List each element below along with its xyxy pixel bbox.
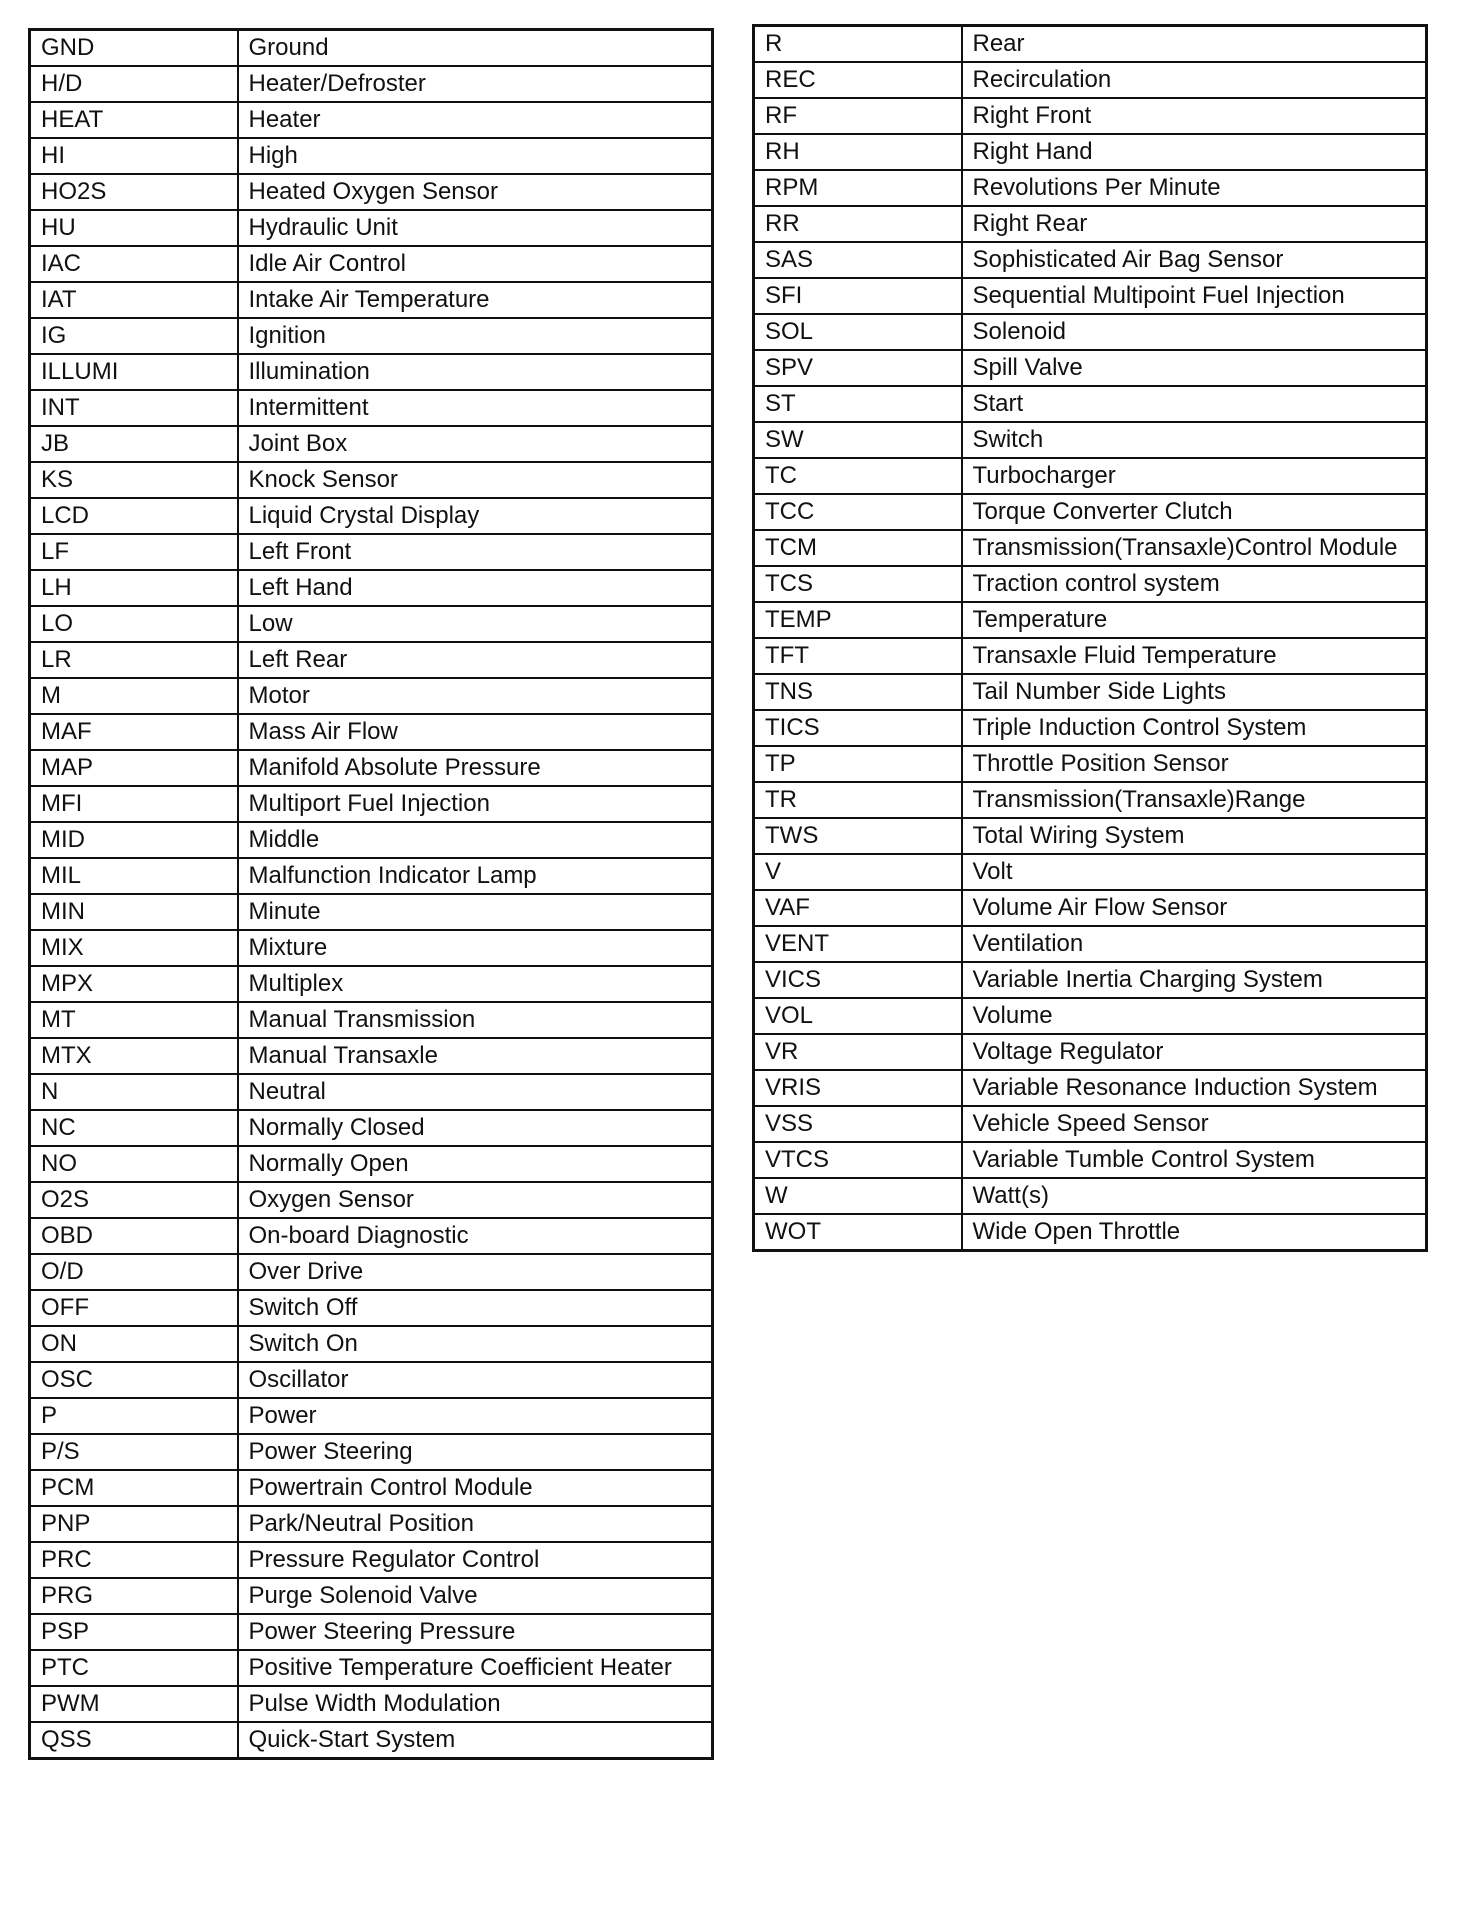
abbreviation-cell: VENT [754,926,962,962]
table-row [30,1290,713,1326]
table-row [754,98,1427,134]
abbreviation-cell: GND [30,30,238,67]
abbreviation-table-left [28,28,714,1760]
table-row [30,678,713,714]
meaning-cell: Recirculation [962,62,1427,98]
meaning-cell: Hydraulic Unit [238,210,713,246]
table-row [754,278,1427,314]
abbreviation-cell: QSS [30,1722,238,1759]
table-row [754,890,1427,926]
table-row [30,30,713,67]
meaning-cell: Solenoid [962,314,1427,350]
table-row [30,1326,713,1362]
abbreviation-cell: VAF [754,890,962,926]
table-row [754,818,1427,854]
abbreviation-cell: MAP [30,750,238,786]
table-row [754,1142,1427,1178]
table-row [30,1470,713,1506]
table-row [754,494,1427,530]
abbreviation-cell: SAS [754,242,962,278]
table-row [30,822,713,858]
abbreviation-cell: NO [30,1146,238,1182]
table-row [754,1070,1427,1106]
table-row [30,66,713,102]
table-row [30,318,713,354]
meaning-cell: Volume [962,998,1427,1034]
table-row [30,642,713,678]
table-row [30,1110,713,1146]
meaning-cell: Heater/Defroster [238,66,713,102]
table-row [30,1686,713,1722]
meaning-cell: Idle Air Control [238,246,713,282]
meaning-cell: Start [962,386,1427,422]
table-row [754,350,1427,386]
abbreviation-cell: V [754,854,962,890]
meaning-cell: Neutral [238,1074,713,1110]
table-row [30,246,713,282]
abbreviation-cell: RR [754,206,962,242]
meaning-cell: Motor [238,678,713,714]
abbreviation-cell: RF [754,98,962,134]
abbreviation-cell: HU [30,210,238,246]
meaning-cell: Wide Open Throttle [962,1214,1427,1251]
meaning-cell: Heater [238,102,713,138]
table-row [30,1506,713,1542]
meaning-cell: Joint Box [238,426,713,462]
meaning-cell: Mixture [238,930,713,966]
table-row [30,1074,713,1110]
abbreviation-cell: SW [754,422,962,458]
abbreviation-cell: HO2S [30,174,238,210]
abbreviation-cell: PRG [30,1578,238,1614]
meaning-cell: Power Steering [238,1434,713,1470]
table-row [754,1034,1427,1070]
abbreviation-cell: PTC [30,1650,238,1686]
meaning-cell: Spill Valve [962,350,1427,386]
table-row [754,710,1427,746]
meaning-cell: Normally Open [238,1146,713,1182]
meaning-cell: Rear [962,26,1427,63]
table-row [30,1038,713,1074]
table-row [30,1002,713,1038]
meaning-cell: Low [238,606,713,642]
table-row [30,498,713,534]
abbreviation-cell: LH [30,570,238,606]
abbreviation-cell: VTCS [754,1142,962,1178]
abbreviation-cell: MAF [30,714,238,750]
abbreviation-cell: N [30,1074,238,1110]
table-row [754,854,1427,890]
table-row [30,570,713,606]
table-row [30,1650,713,1686]
abbreviation-cell: HI [30,138,238,174]
abbreviation-cell: LF [30,534,238,570]
meaning-cell: Oscillator [238,1362,713,1398]
abbreviation-cell: LO [30,606,238,642]
meaning-cell: Liquid Crystal Display [238,498,713,534]
table-row [754,62,1427,98]
abbreviation-cell: VR [754,1034,962,1070]
meaning-cell: Switch On [238,1326,713,1362]
table-row [754,638,1427,674]
meaning-cell: Variable Resonance Induction System [962,1070,1427,1106]
abbreviation-cell: WOT [754,1214,962,1251]
abbreviation-cell: TFT [754,638,962,674]
abbreviation-cell: VICS [754,962,962,998]
table-row [30,1146,713,1182]
table-row [754,746,1427,782]
meaning-cell: Intake Air Temperature [238,282,713,318]
meaning-cell: High [238,138,713,174]
abbreviation-cell: KS [30,462,238,498]
meaning-cell: Throttle Position Sensor [962,746,1427,782]
meaning-cell: Ventilation [962,926,1427,962]
meaning-cell: Manual Transmission [238,1002,713,1038]
table-row [754,206,1427,242]
meaning-cell: Power Steering Pressure [238,1614,713,1650]
meaning-cell: Total Wiring System [962,818,1427,854]
meaning-cell: Ignition [238,318,713,354]
table-row [30,390,713,426]
table-row [30,1218,713,1254]
abbreviation-cell: SPV [754,350,962,386]
abbreviation-cell: OBD [30,1218,238,1254]
abbreviation-cell: SFI [754,278,962,314]
abbreviation-cell: H/D [30,66,238,102]
table-row [30,534,713,570]
abbreviation-cell: M [30,678,238,714]
meaning-cell: Pulse Width Modulation [238,1686,713,1722]
table-row [754,1178,1427,1214]
table-row [754,170,1427,206]
table-row [30,1362,713,1398]
meaning-cell: On-board Diagnostic [238,1218,713,1254]
meaning-cell: Sophisticated Air Bag Sensor [962,242,1427,278]
abbreviation-cell: MPX [30,966,238,1002]
meaning-cell: Right Hand [962,134,1427,170]
table-row [754,602,1427,638]
table-row [754,422,1427,458]
meaning-cell: Quick-Start System [238,1722,713,1759]
abbreviation-cell: VOL [754,998,962,1034]
meaning-cell: Volume Air Flow Sensor [962,890,1427,926]
meaning-cell: Malfunction Indicator Lamp [238,858,713,894]
meaning-cell: Knock Sensor [238,462,713,498]
table-row [30,210,713,246]
table-row [30,174,713,210]
table-row [754,782,1427,818]
meaning-cell: Normally Closed [238,1110,713,1146]
meaning-cell: Transmission(Transaxle)Control Module [962,530,1427,566]
table-row [754,134,1427,170]
abbreviation-cell: TNS [754,674,962,710]
table-row [30,930,713,966]
table-row [754,242,1427,278]
table-row [754,26,1427,63]
meaning-cell: Intermittent [238,390,713,426]
abbreviation-cell: RPM [754,170,962,206]
table-row [754,926,1427,962]
abbreviation-cell: TCS [754,566,962,602]
abbreviation-cell: MTX [30,1038,238,1074]
abbreviation-cell: IAC [30,246,238,282]
table-row [754,386,1427,422]
table-row [30,1722,713,1759]
meaning-cell: Torque Converter Clutch [962,494,1427,530]
abbreviation-table-right [752,24,1428,1252]
abbreviation-cell: TCC [754,494,962,530]
meaning-cell: Volt [962,854,1427,890]
abbreviation-cell: REC [754,62,962,98]
abbreviation-cell: W [754,1178,962,1214]
meaning-cell: Turbocharger [962,458,1427,494]
meaning-cell: Triple Induction Control System [962,710,1427,746]
table-row [30,606,713,642]
abbreviation-cell: TCM [754,530,962,566]
table-row [30,966,713,1002]
meaning-cell: Variable Inertia Charging System [962,962,1427,998]
meaning-cell: Middle [238,822,713,858]
abbreviation-cell: PCM [30,1470,238,1506]
meaning-cell: Manifold Absolute Pressure [238,750,713,786]
abbreviation-cell: P/S [30,1434,238,1470]
meaning-cell: Revolutions Per Minute [962,170,1427,206]
table-row [754,674,1427,710]
table-row [30,138,713,174]
meaning-cell: Switch Off [238,1290,713,1326]
meaning-cell: Switch [962,422,1427,458]
meaning-cell: Sequential Multipoint Fuel Injection [962,278,1427,314]
table-row [30,426,713,462]
meaning-cell: Powertrain Control Module [238,1470,713,1506]
abbreviation-cell: TR [754,782,962,818]
meaning-cell: Over Drive [238,1254,713,1290]
abbreviation-cell: TC [754,458,962,494]
abbreviation-cell: INT [30,390,238,426]
table-row [30,1434,713,1470]
table-row [754,998,1427,1034]
table-row [30,462,713,498]
table-row [30,1578,713,1614]
meaning-cell: Left Rear [238,642,713,678]
meaning-cell: Oxygen Sensor [238,1182,713,1218]
meaning-cell: Variable Tumble Control System [962,1142,1427,1178]
table-row [30,858,713,894]
meaning-cell: Positive Temperature Coefficient Heater [238,1650,713,1686]
abbreviation-cell: NC [30,1110,238,1146]
meaning-cell: Vehicle Speed Sensor [962,1106,1427,1142]
abbreviation-cell: P [30,1398,238,1434]
abbreviation-cell: SOL [754,314,962,350]
table-row [754,530,1427,566]
meaning-cell: Multiplex [238,966,713,1002]
table-row [30,1398,713,1434]
abbreviation-cell: PRC [30,1542,238,1578]
meaning-cell: Right Rear [962,206,1427,242]
table-row [30,1614,713,1650]
meaning-cell: Ground [238,30,713,67]
table-row [754,458,1427,494]
abbreviation-cell: MIX [30,930,238,966]
meaning-cell: Heated Oxygen Sensor [238,174,713,210]
abbreviation-cell: TICS [754,710,962,746]
table-row [754,314,1427,350]
abbreviation-cell: O/D [30,1254,238,1290]
abbreviation-cell: O2S [30,1182,238,1218]
table-row [754,1214,1427,1251]
meaning-cell: Illumination [238,354,713,390]
abbreviation-cell: ILLUMI [30,354,238,390]
meaning-cell: Multiport Fuel Injection [238,786,713,822]
abbreviation-cell: VRIS [754,1070,962,1106]
table-row [30,1254,713,1290]
abbreviation-cell: MT [30,1002,238,1038]
table-row [30,894,713,930]
abbreviation-cell: HEAT [30,102,238,138]
table-row [30,714,713,750]
meaning-cell: Left Hand [238,570,713,606]
meaning-cell: Mass Air Flow [238,714,713,750]
abbreviation-cell: LCD [30,498,238,534]
abbreviation-cell: MIN [30,894,238,930]
meaning-cell: Left Front [238,534,713,570]
table-row [30,282,713,318]
table-row [30,354,713,390]
meaning-cell: Voltage Regulator [962,1034,1427,1070]
abbreviation-cell: ST [754,386,962,422]
abbreviation-cell: MIL [30,858,238,894]
meaning-cell: Transaxle Fluid Temperature [962,638,1427,674]
abbreviation-cell: PSP [30,1614,238,1650]
abbreviation-cell: TWS [754,818,962,854]
table-row [30,750,713,786]
meaning-cell: Right Front [962,98,1427,134]
abbreviation-table-right-body [754,26,1427,1251]
meaning-cell: Purge Solenoid Valve [238,1578,713,1614]
abbreviation-table-left-body [30,30,713,1759]
abbreviation-cell: VSS [754,1106,962,1142]
table-row [30,786,713,822]
meaning-cell: Park/Neutral Position [238,1506,713,1542]
table-row [30,1182,713,1218]
abbreviation-cell: OFF [30,1290,238,1326]
meaning-cell: Manual Transaxle [238,1038,713,1074]
meaning-cell: Transmission(Transaxle)Range [962,782,1427,818]
abbreviation-cell: JB [30,426,238,462]
abbreviation-cell: ON [30,1326,238,1362]
abbreviation-cell: R [754,26,962,63]
abbreviation-cell: LR [30,642,238,678]
abbreviation-cell: IG [30,318,238,354]
abbreviation-cell: TEMP [754,602,962,638]
table-row [754,566,1427,602]
abbreviation-cell: PNP [30,1506,238,1542]
table-row [754,1106,1427,1142]
meaning-cell: Power [238,1398,713,1434]
table-row [30,1542,713,1578]
meaning-cell: Temperature [962,602,1427,638]
abbreviation-cell: MID [30,822,238,858]
table-row [30,102,713,138]
abbreviation-cell: MFI [30,786,238,822]
abbreviation-cell: OSC [30,1362,238,1398]
meaning-cell: Watt(s) [962,1178,1427,1214]
meaning-cell: Minute [238,894,713,930]
abbreviation-cell: IAT [30,282,238,318]
meaning-cell: Tail Number Side Lights [962,674,1427,710]
table-row [754,962,1427,998]
abbreviation-cell: RH [754,134,962,170]
abbreviation-cell: TP [754,746,962,782]
meaning-cell: Traction control system [962,566,1427,602]
abbreviation-cell: PWM [30,1686,238,1722]
meaning-cell: Pressure Regulator Control [238,1542,713,1578]
